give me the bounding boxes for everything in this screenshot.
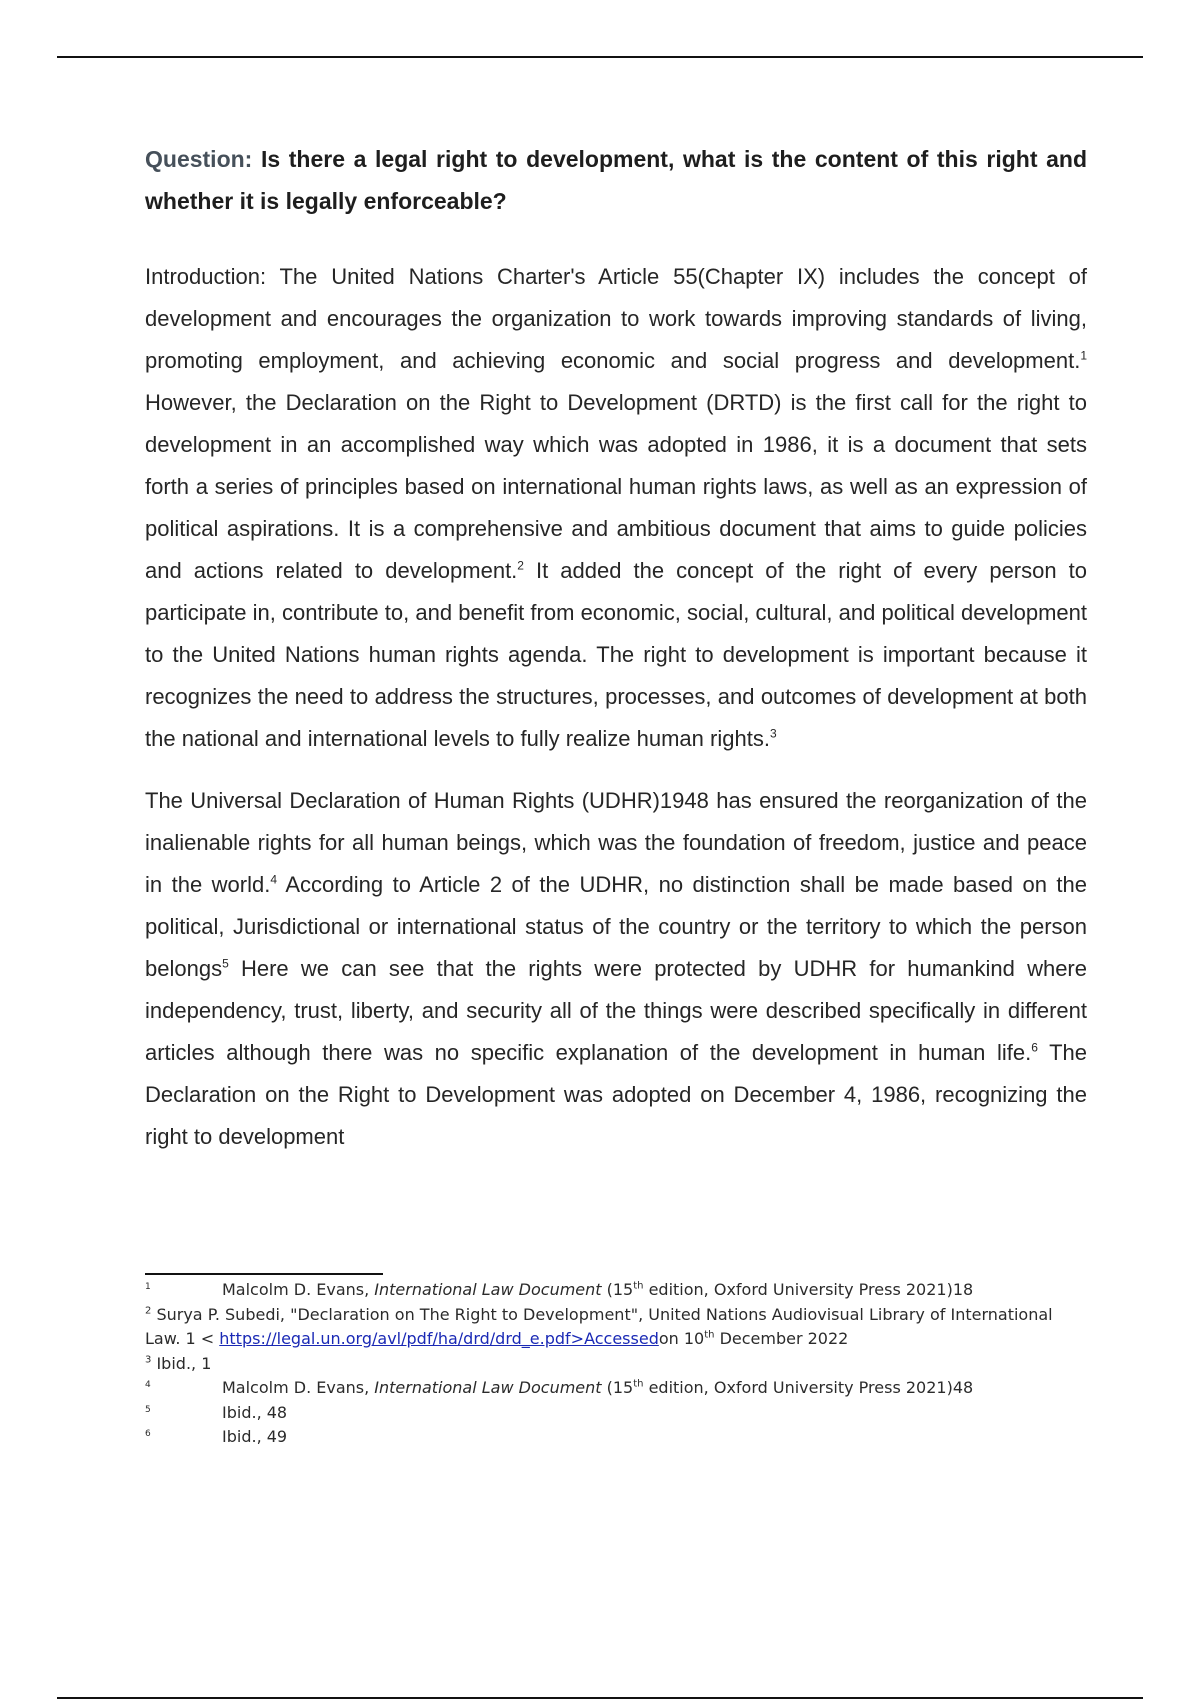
introduction-paragraph — [145, 256, 1087, 760]
question-text: Is there a legal right to development, what is the content of this right and whether it is legally enforceable? — [145, 146, 1087, 214]
question-heading — [145, 138, 1087, 222]
footnote-3 — [145, 1352, 1087, 1377]
footnote-link[interactable]: https://legal.un.org/avl/pdf/ha/drd/drd_e.pdf>Accessed — [219, 1329, 659, 1348]
footnote-ref-1[interactable]: 1 — [1080, 348, 1087, 363]
footnote-text: Ibid., 48 — [222, 1402, 288, 1422]
intro-text-1: Introduction: The United Nations Charter's Article 55(Chapter IX) includes the concept of development and encourages the organization to work towards improving standards of living, promoting employment, and achieving economic and social progress and development. — [145, 264, 1087, 373]
footnote-mark: 4 — [145, 1380, 151, 1390]
footnote-4 — [145, 1376, 1087, 1401]
footnote-mark: 5 — [145, 1404, 151, 1415]
footnote-mark: 3 — [145, 1354, 152, 1366]
footnote-author: Malcolm D. Evans, — [222, 1280, 375, 1299]
question-label: Question: — [145, 146, 253, 172]
footnote-mark: 6 — [145, 1429, 151, 1439]
document-body — [145, 138, 1087, 1178]
footnote-5 — [145, 1401, 1087, 1426]
footnote-1 — [145, 1278, 1087, 1303]
footnote-mark: 2 — [145, 1305, 152, 1317]
intro-text-2: However, the Declaration on the Right to Development (DRTD) is the first call for the right to development in an accomplished way which was adopted in 1986, it is a document that sets forth a series of principles based on international human rights laws, as well as an expression of political aspirations. It is a comprehensive and ambitious document that aims to guide policies and actions related to development. — [145, 390, 1087, 583]
footnote-6 — [145, 1425, 1087, 1450]
footnote-text: Ibid., 1 — [151, 1353, 212, 1373]
footnote-ref-4[interactable]: 4 — [270, 872, 278, 887]
footnote-publisher: edition, Oxford University Press 2021)48 — [643, 1378, 974, 1397]
footnote-ref-5[interactable]: 5 — [222, 956, 229, 971]
footnote-date-sup: th — [704, 1329, 715, 1341]
header-rule — [57, 56, 1143, 58]
footnote-edition: (15 — [601, 1280, 634, 1299]
footnote-text: Surya P. Subedi, "Declaration on The Right to Development", United Nations Audiovisual Library of International Law. 1 < — [145, 1304, 1053, 1348]
footnotes-section — [145, 1273, 1087, 1450]
udhr-paragraph — [145, 780, 1087, 1158]
footnote-title: International Law Document — [374, 1280, 602, 1299]
footnote-ref-3[interactable]: 3 — [769, 726, 777, 741]
footnote-access-text: on 10 — [658, 1329, 705, 1348]
footnote-title: International Law Document — [374, 1378, 602, 1397]
footnote-ref-2[interactable]: 2 — [517, 558, 524, 573]
footnote-text: Ibid., 49 — [222, 1427, 288, 1446]
udhr-text-1: The Universal Declaration of Human Rights (UDHR)1948 has ensured the reorganization of the inalienable rights for all human beings, which was the foundation of freedom, justice and peace in the world. — [145, 788, 1087, 897]
udhr-text-4: The Declaration on the Right to Development was adopted on December 4, 1986, recognizing the right to development — [145, 1040, 1087, 1149]
footnote-author: Malcolm D. Evans, — [222, 1378, 375, 1397]
footnote-edition: (15 — [601, 1378, 634, 1397]
footnote-separator — [145, 1273, 383, 1275]
footer-rule — [57, 1697, 1143, 1699]
footnote-ref-6[interactable]: 6 — [1031, 1040, 1038, 1055]
udhr-text-3: Here we can see that the rights were protected by UDHR for humankind where independency, trust, liberty, and security all of the things were described specifically in different articles although there was no specific explanation of the development in human life. — [145, 956, 1087, 1065]
intro-text-3: It added the concept of the right of every person to participate in, contribute to, and benefit from economic, social, cultural, and political development to the United Nations human rights agenda. The right to development is important because it recognizes the need to address the structures, processes, and outcomes of development at both the national and international levels to fully realize human rights. — [145, 558, 1088, 751]
footnote-date: December 2022 — [714, 1329, 849, 1348]
footnote-edition-sup: th — [633, 1280, 644, 1292]
footnote-mark: 1 — [145, 1282, 151, 1292]
udhr-text-2: According to Article 2 of the UDHR, no distinction shall be made based on the political, Jurisdictional or international status of the country or the territory to which the person belongs — [145, 872, 1087, 981]
footnote-publisher: edition, Oxford University Press 2021)18 — [643, 1280, 974, 1299]
footnote-2 — [145, 1303, 1087, 1352]
footnote-edition-sup: th — [633, 1378, 644, 1390]
